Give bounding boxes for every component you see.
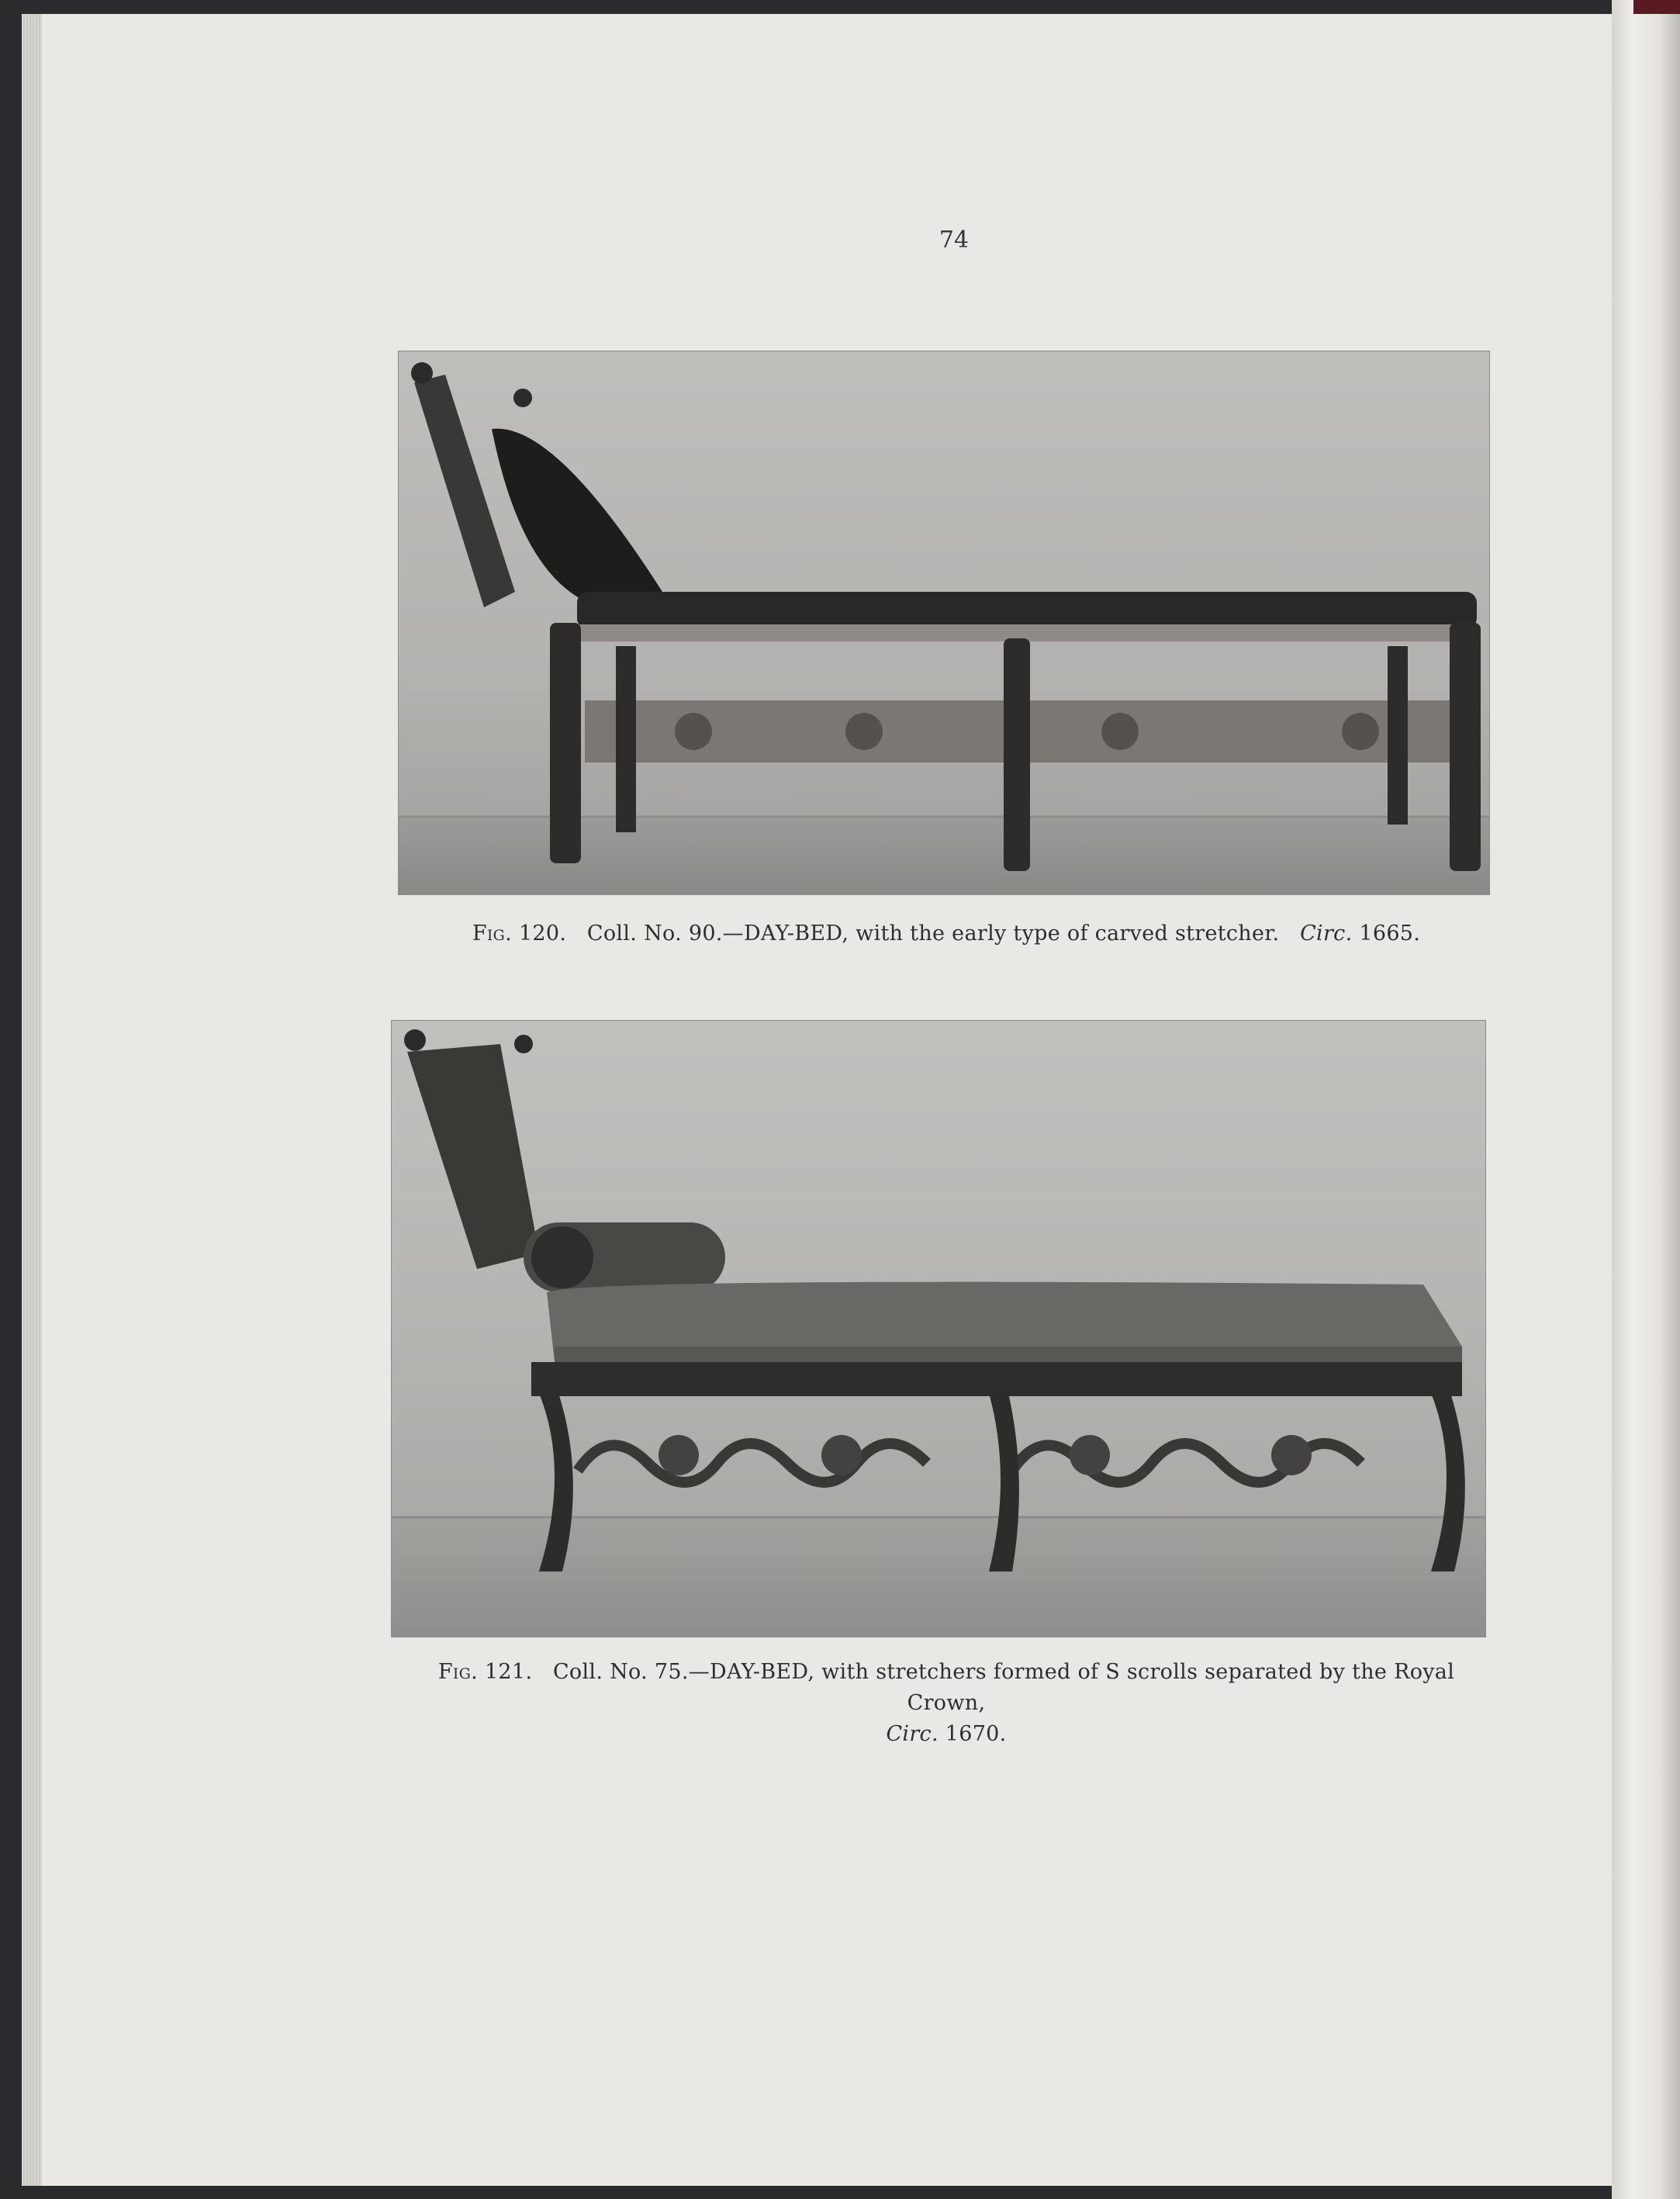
book-ribbon	[1633, 0, 1680, 14]
daybed-illustration-1	[399, 351, 1489, 894]
figure-number: 120.	[518, 921, 567, 946]
figure-120-photograph	[398, 351, 1490, 895]
daybed-illustration-2	[392, 1021, 1485, 1637]
figure-label: Fig.	[437, 1660, 479, 1684]
figure-number: 121.	[484, 1660, 533, 1684]
figure-121-caption	[434, 1657, 1458, 1750]
figure-description: Coll. No. 90.—DAY-BED, with the early type of carved stretcher.	[586, 921, 1280, 946]
circa-label: Circ.	[1300, 921, 1353, 946]
figure-121-caption-line-2	[434, 1719, 1458, 1750]
circa-year: 1670.	[945, 1722, 1007, 1746]
page-number: 74	[939, 226, 970, 254]
figure-label: Fig.	[472, 921, 513, 946]
figure-121-caption-line-1	[434, 1657, 1458, 1719]
figure-description: Coll. No. 75.—DAY-BED, with stretchers formed of S scrolls separated by the Royal Crown,	[552, 1660, 1455, 1715]
circa-label: Circ.	[886, 1722, 939, 1746]
page-stack-left	[22, 14, 42, 2186]
figure-121-photograph	[391, 1020, 1486, 1637]
figure-120-caption	[434, 921, 1458, 946]
circa-year: 1665.	[1359, 921, 1421, 946]
facing-page-edge	[1612, 0, 1680, 2199]
